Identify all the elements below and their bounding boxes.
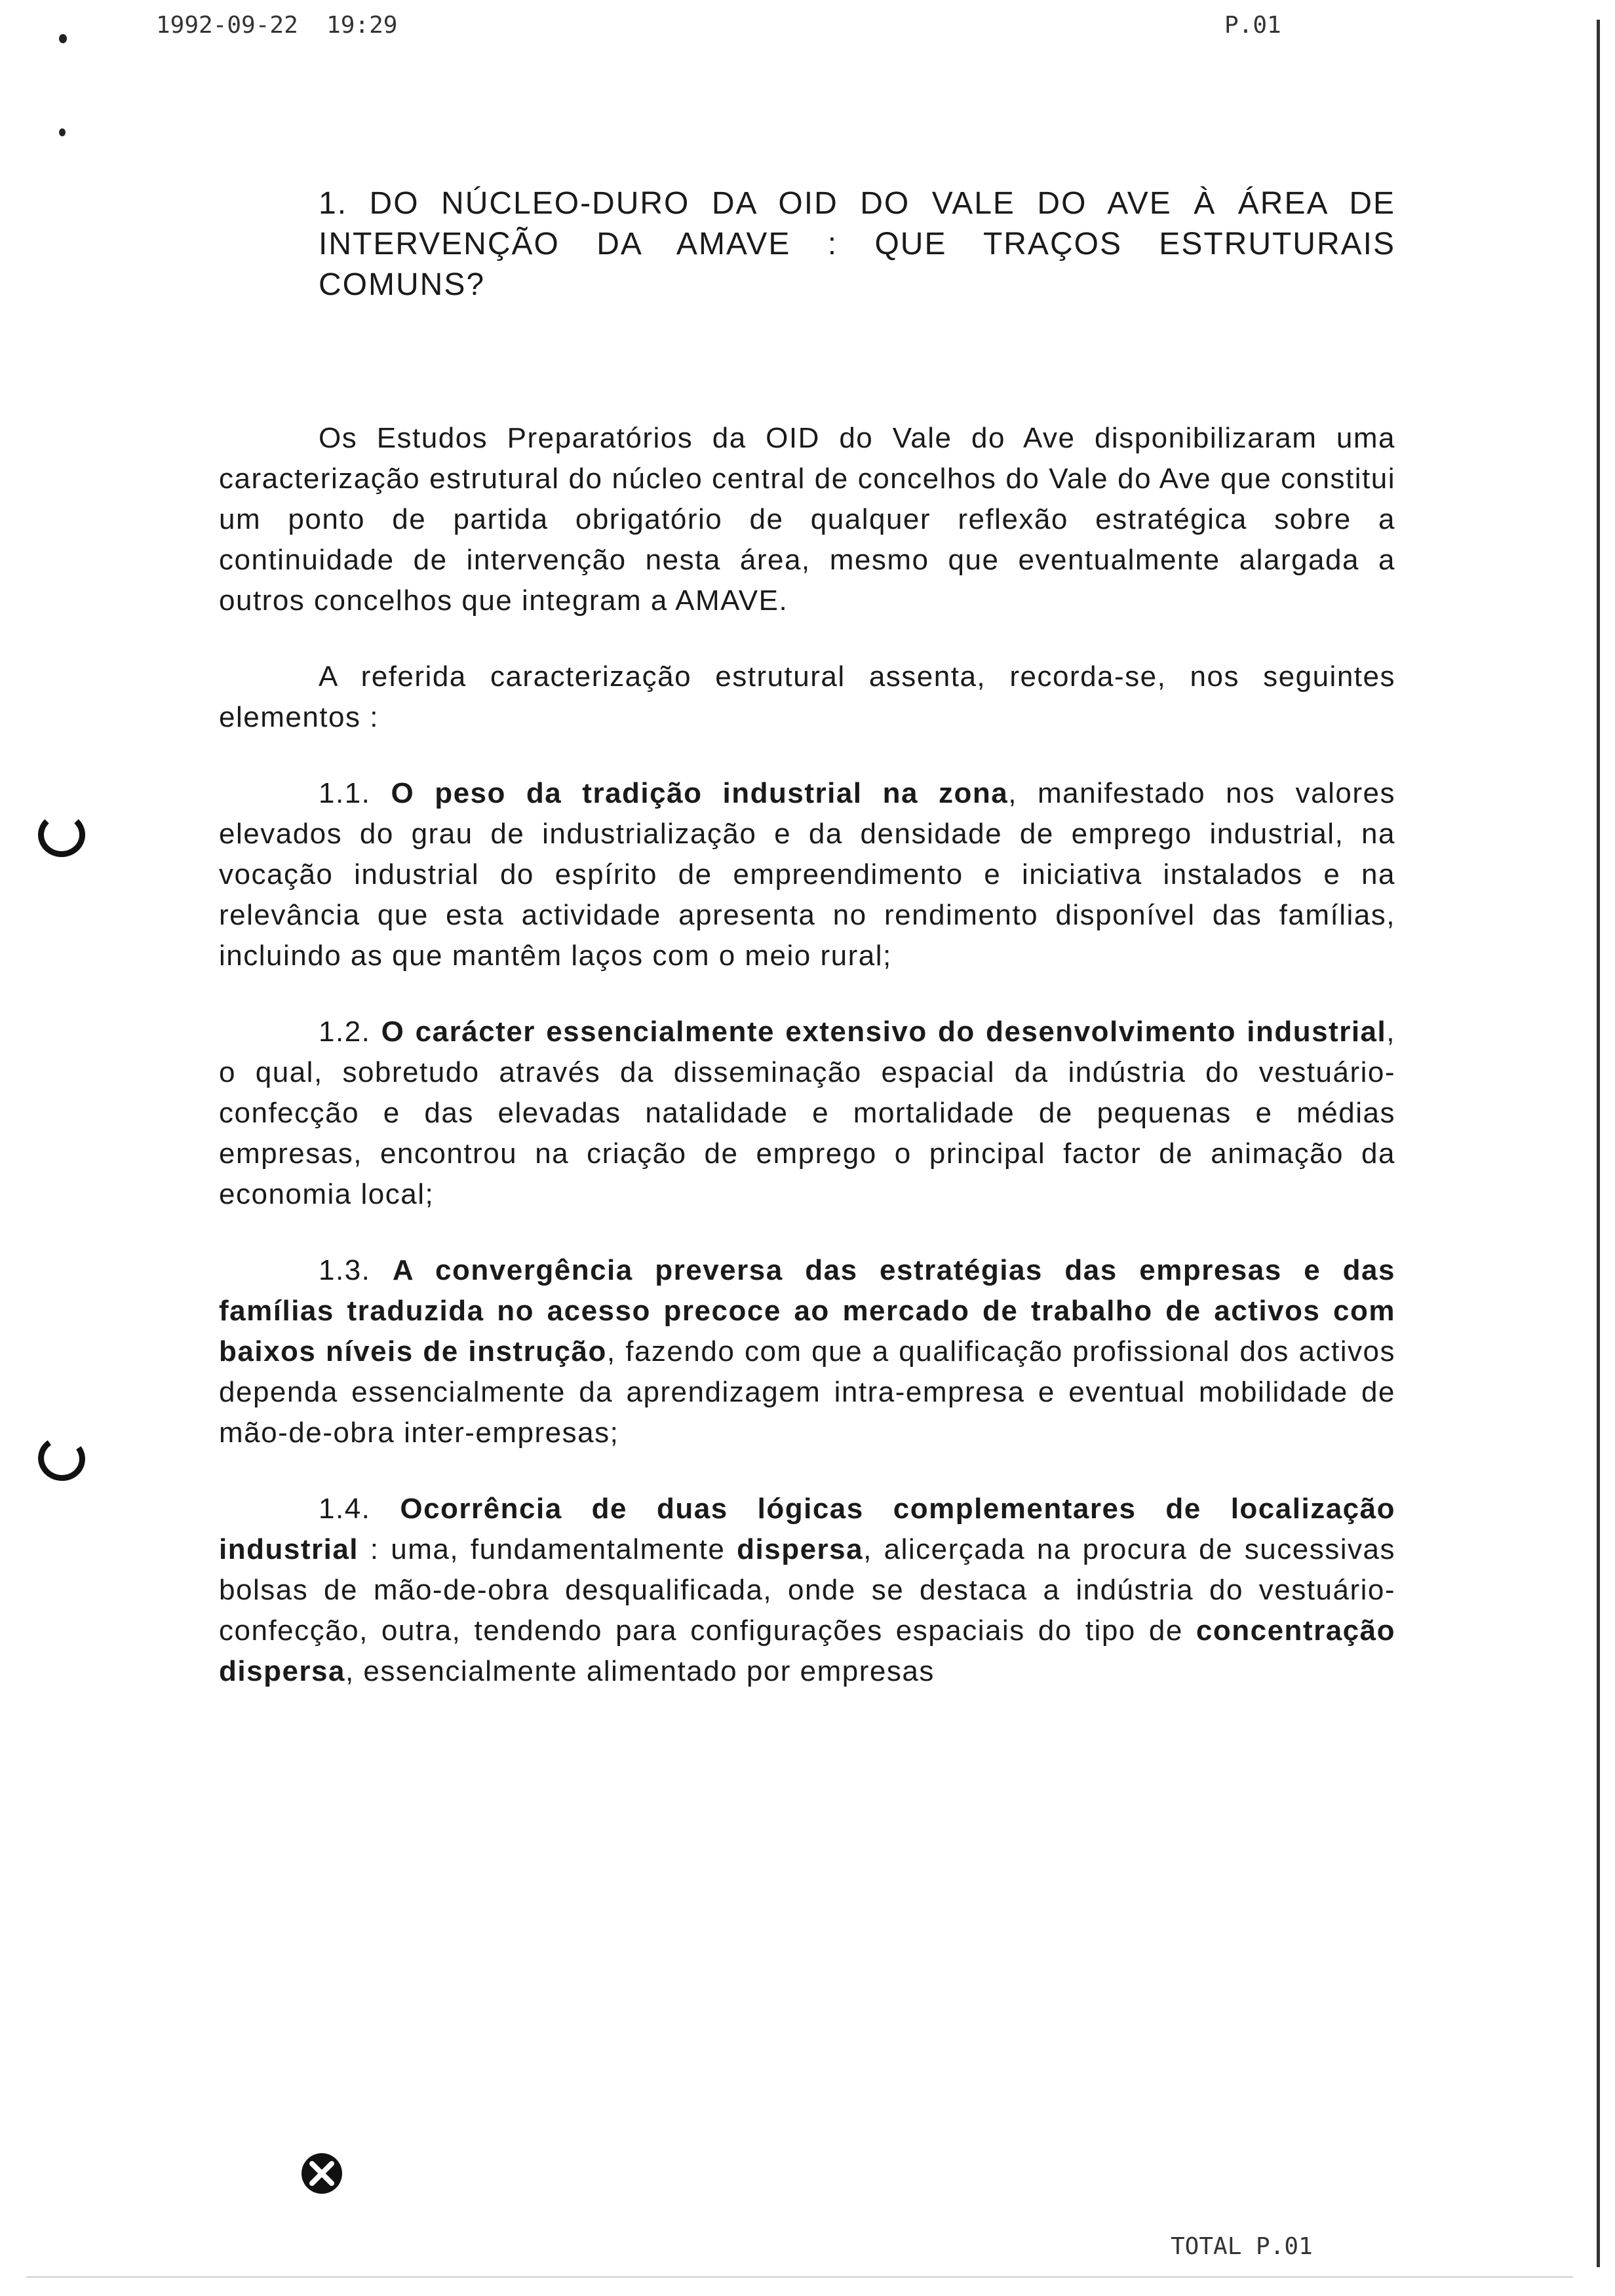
item-heading: A convergência preversa das estratégias das empresas e das famílias traduzida no acesso precoce ao mercado de trabalho de activos com baixos níveis de instrução bbox=[219, 1254, 1395, 1368]
fax-page-number: P.01 bbox=[1224, 12, 1281, 39]
registration-mark-icon bbox=[299, 2151, 345, 2196]
item-text: , o qual, sobretudo através da disseminação espacial da indústria do vestuário-confecção e das elevadas natalidade e mortalidade de pequenas e médias empresas, encontrou na criação de emprego o principal factor de animação da economia local; bbox=[219, 1016, 1395, 1210]
item-emphasis: dispersa bbox=[737, 1533, 864, 1565]
item-emphasis: concentração dispersa bbox=[219, 1615, 1395, 1687]
item-number: 1.2. bbox=[319, 1016, 371, 1048]
intro-paragraph-1: Os Estudos Preparatórios da OID do Vale do Ave disponibilizaram uma caracterização estrutural do núcleo central de concelhos do Vale do Ave que constitui um ponto de partida obrigatório de qualquer reflexão estratégica sobre a continuidade de intervenção nesta área, mesmo que eventualmente alargada a outros concelhos que integram a AMAVE. bbox=[219, 422, 1395, 617]
item-text: , alicerçada na procura de sucessivas bolsas de mão-de-obra desqualificada, onde se destaca a indústria do vestuário-confecção, outra, tendendo para configurações espaciais do tipo de bbox=[219, 1533, 1395, 1647]
item-text: : uma, fundamentalmente bbox=[359, 1533, 737, 1565]
item-1-3 bbox=[219, 1250, 1395, 1453]
fax-datetime: 1992-09-22 19:29 bbox=[156, 12, 398, 39]
item-text: , essencialmente alimentado por empresas bbox=[345, 1655, 935, 1687]
item-text: , manifestado nos valores elevados do grau de industrialização e da densidade de emprego industrial, na vocação industrial do espírito de empreendimento e iniciativa instalados e na relevância que esta actividade apresenta no rendimento disponível das famílias, incluindo as que mantêm laços com o meio rural; bbox=[219, 777, 1396, 972]
item-1-1 bbox=[219, 773, 1395, 976]
document-body bbox=[219, 183, 1395, 1692]
item-number: 1.4. bbox=[319, 1493, 371, 1525]
scan-bottom-line bbox=[26, 2276, 1573, 2278]
item-1-2 bbox=[219, 1012, 1395, 1215]
item-heading: Ocorrência de duas lógicas complementares de localização industrial bbox=[219, 1493, 1395, 1565]
item-number: 1.1. bbox=[319, 777, 371, 809]
scan-speck-mid bbox=[59, 128, 66, 136]
fax-total-pages: TOTAL P.01 bbox=[1171, 2233, 1313, 2260]
intro-paragraph-2: A referida caracterização estrutural assenta, recorda-se, nos seguintes elementos : bbox=[219, 660, 1395, 733]
punch-hole-upper bbox=[38, 813, 85, 857]
item-heading: O carácter essencialmente extensivo do desenvolvimento industrial bbox=[381, 1016, 1387, 1048]
scan-speck-top bbox=[59, 34, 67, 43]
scan-edge-line bbox=[1597, 20, 1600, 2267]
section-title: 1. DO NÚCLEO-DURO DA OID DO VALE DO AVE À ÁREA DE INTERVENÇÃO DA AMAVE : QUE TRAÇOS ESTRUTURAIS COMUNS? bbox=[319, 186, 1395, 302]
item-number: 1.3. bbox=[319, 1254, 371, 1286]
item-text: , fazendo com que a qualificação profissional dos activos dependa essencialmente da aprendizagem intra-empresa e eventual mobilidade de mão-de-obra inter-empresas; bbox=[219, 1335, 1395, 1449]
item-heading: O peso da tradição industrial na zona bbox=[391, 777, 1009, 809]
item-1-4 bbox=[219, 1489, 1395, 1692]
punch-hole-lower bbox=[35, 1432, 89, 1484]
